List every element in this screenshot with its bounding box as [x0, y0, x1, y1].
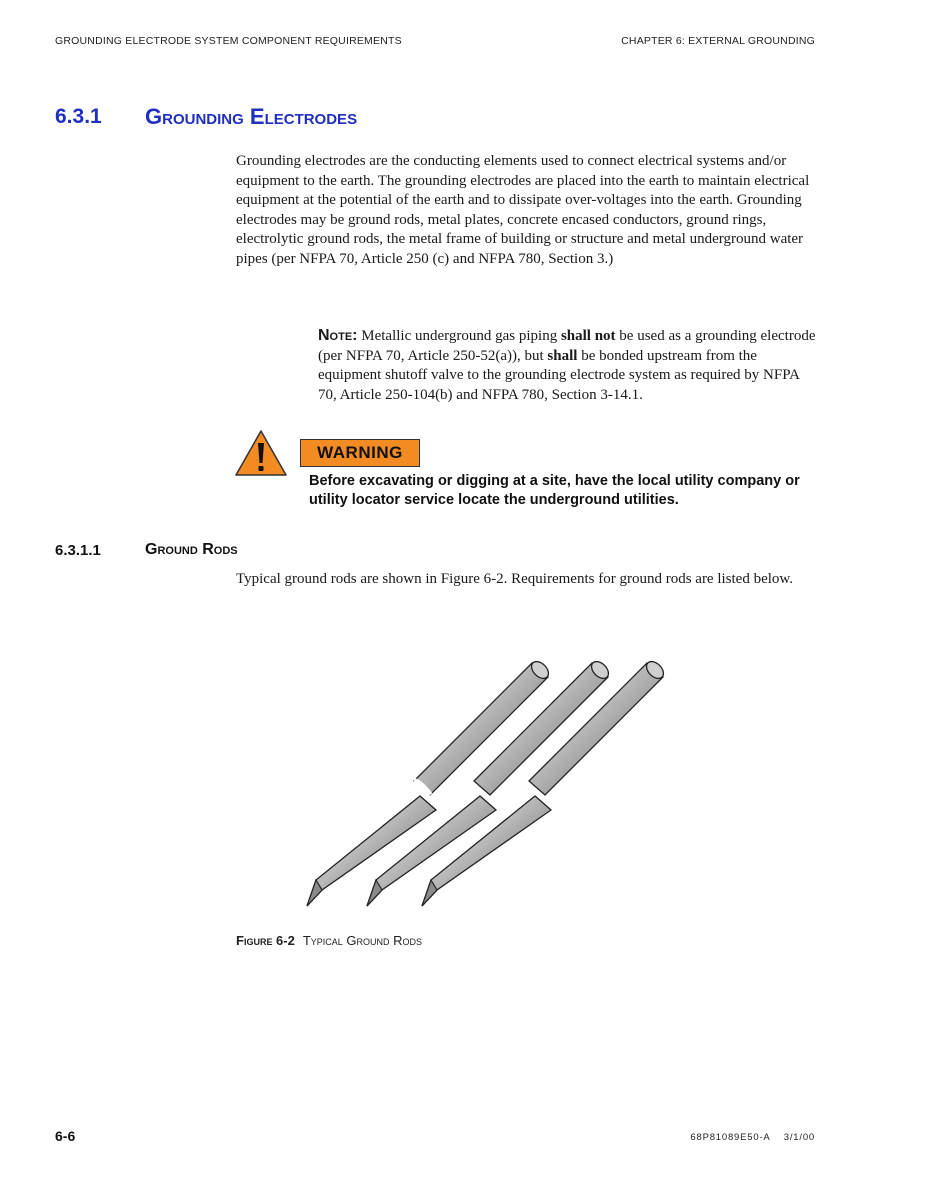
subsection-number: 6.3.1.1 — [55, 542, 101, 559]
warning-label-box — [300, 439, 420, 467]
figure-title: Typical Ground Rods — [302, 933, 423, 948]
figure-label: Figure 6-2 — [236, 933, 295, 948]
document-id: 68P81089E50-A 3/1/00 — [690, 1132, 815, 1143]
section-paragraph: Grounding electrodes are the conducting elements used to connect electrical systems and/or equipment to the earth. The grounding electrodes are placed into the earth to maintain electrical equipment at the potential of the earth and to dissipate over-voltages into the earth. Grounding electrodes may be ground rods, metal plates, concrete encased conductors, ground rings, electrolytic ground rods, the metal frame of building or structure and metal underground water pipes (per NFPA 70, Article 250 (c) and NFPA 780, Section 3.) — [236, 153, 810, 267]
section-number: 6.3.1 — [55, 105, 102, 128]
note-text-1: Metallic underground gas piping — [361, 328, 558, 344]
note-text-3: be bonded upstream from the equipment shutoff valve to the grounding electrode system as required by NFPA 70, Article 250-104(b) and NFPA 780, Section 3-14.1. — [318, 347, 800, 403]
ground-rod-1 — [307, 658, 552, 906]
figure-caption — [236, 933, 422, 948]
ground-rod-3 — [422, 658, 667, 906]
warning-label: WARNING — [317, 443, 403, 462]
ground-rods-figure — [290, 650, 680, 920]
subsection-paragraph: Typical ground rods are shown in Figure 6-2. Requirements for ground rods are listed below. — [236, 571, 794, 587]
running-header-right: CHAPTER 6: EXTERNAL GROUNDING — [621, 35, 815, 47]
note-bold-shall-not: shall not — [560, 328, 616, 344]
note-block — [318, 326, 818, 405]
running-header-left: GROUNDING ELECTRODE SYSTEM COMPONENT REQUIREMENTS — [55, 35, 402, 47]
warning-text: Before excavating or digging at a site, have the local utility company or utility locator service locate the underground utilities. — [309, 473, 800, 508]
note-label: Note: — [318, 327, 358, 344]
note-text-2: be used as a grounding electrode (per NFPA 70, Article 250-52(a)), but — [318, 328, 816, 364]
warning-triangle-icon — [234, 429, 288, 477]
page-number: 6-6 — [55, 1128, 76, 1144]
section-title: Grounding Electrodes — [145, 104, 358, 129]
subsection-title: Ground Rods — [145, 541, 238, 558]
ground-rod-2 — [367, 658, 612, 906]
note-bold-shall: shall — [547, 347, 578, 364]
